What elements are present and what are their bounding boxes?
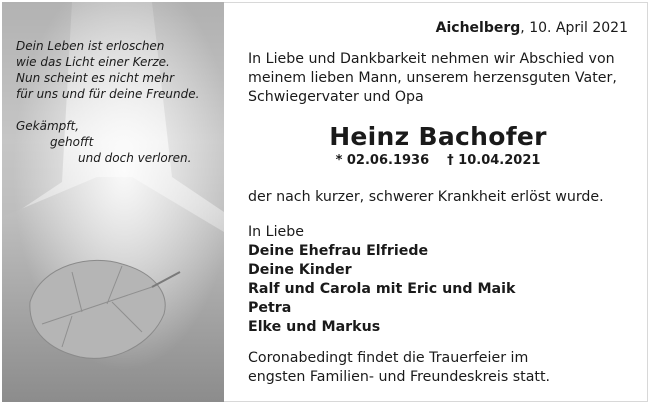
place-name: Aichelberg — [435, 20, 521, 36]
intro-line: Schwiegervater und Opa — [248, 89, 424, 105]
intro-line: In Liebe und Dankbarkeit nehmen wir Abschied von — [248, 51, 615, 67]
mourner: Petra — [248, 300, 292, 316]
notice-date: , 10. April 2021 — [520, 20, 628, 36]
deceased-name: Heinz Bachofer — [329, 122, 547, 151]
funeral-note — [248, 349, 550, 387]
poem-line: für uns und für deine Freunde. — [16, 87, 200, 101]
mourner: Elke und Markus — [248, 319, 381, 335]
poem-line: Gekämpft, — [16, 119, 80, 133]
poem-line: Dein Leben ist erloschen — [16, 39, 165, 53]
poem-second-stanza — [16, 118, 191, 166]
mourner: Deine Kinder — [248, 262, 352, 278]
mourners-list — [248, 223, 515, 337]
life-dates — [248, 153, 628, 168]
mourner: Ralf und Carola mit Eric und Maik — [248, 281, 516, 297]
poem-line: Nun scheint es nicht mehr — [16, 71, 175, 85]
passing-text: der nach kurzer, schwerer Krankheit erlöst wurde. — [248, 189, 604, 205]
farewell-intro — [248, 50, 617, 107]
note-line: engsten Familien- und Freundeskreis statt. — [248, 369, 551, 385]
death-date: † 10.04.2021 — [447, 153, 541, 168]
birth-date: * 02.06.1936 — [335, 153, 430, 168]
mourners-intro: In Liebe — [248, 224, 304, 240]
place-date — [436, 20, 628, 36]
poem-line: und doch verloren. — [78, 151, 192, 165]
mourner: Deine Ehefrau Elfriede — [248, 243, 429, 259]
poem-line: gehofft — [50, 135, 94, 149]
intro-line: meinem lieben Mann, unserem herzensguten Vater, — [248, 70, 617, 86]
note-line: Coronabedingt findet die Trauerfeier im — [248, 350, 529, 366]
poem-first-stanza — [16, 38, 199, 102]
poem-line: wie das Licht einer Kerze. — [16, 55, 170, 69]
